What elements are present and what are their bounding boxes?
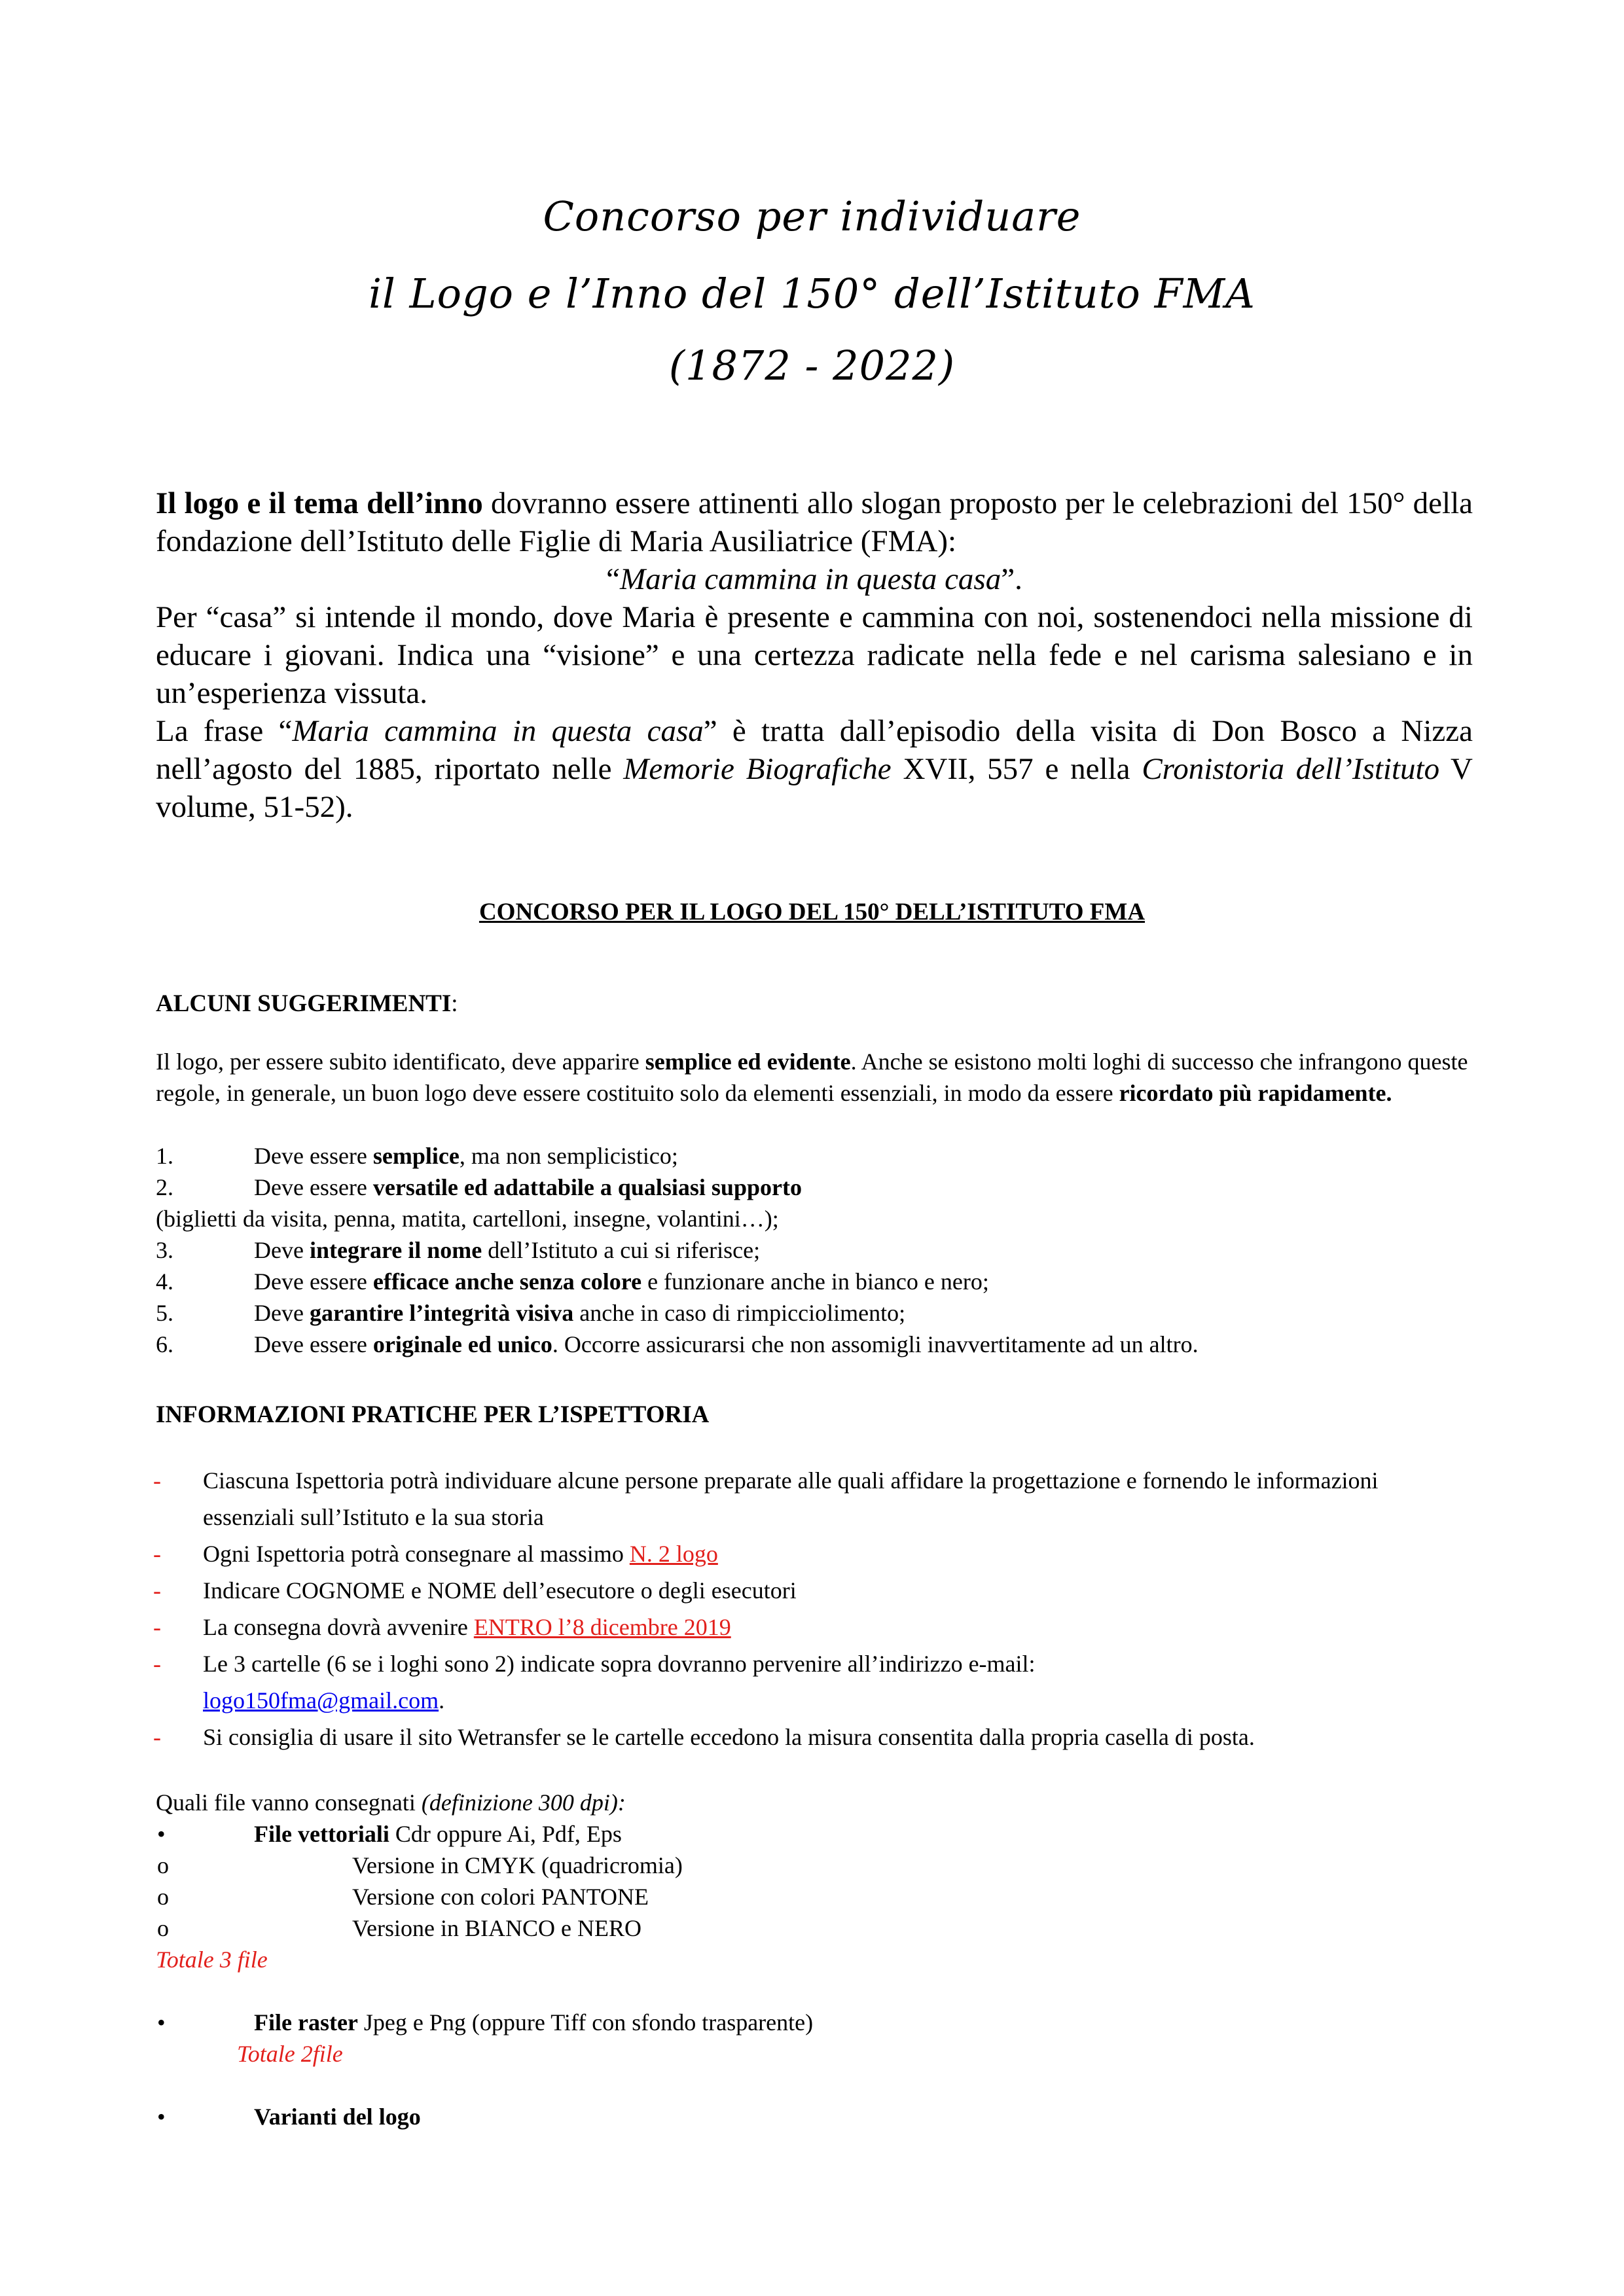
list-number: 4. [156,1268,173,1295]
circle-bullet: o [157,1915,169,1941]
list-number: 1. [156,1143,173,1169]
total-vector-files: Totale 3 file [156,1946,268,1973]
p3-cronistoria: Cronistoria dell’Istituto [1142,752,1440,786]
list-text-a: Deve essere [254,1174,373,1200]
practical-item-1 [153,1462,1473,1535]
bullet-dot: • [157,1821,166,1847]
list-text-bold: efficace anche senza colore [372,1268,642,1295]
section-title: CONCORSO PER IL LOGO DEL 150° DELL’ISTITUTO FMA [478,899,1146,925]
email-period: . [439,1687,445,1713]
vector-files [254,1818,622,1850]
p3-memorie: Memorie Biografiche [623,752,892,786]
practical-heading: INFORMAZIONI PRATICHE PER L’ISPETTORIA [156,1401,710,1428]
files-intro-text: Quali file vanno consegnati [156,1789,422,1816]
suggestions-heading-colon: : [451,990,458,1017]
vector-files-label: File vettoriali [254,1821,389,1847]
list-item-2-note: (biglietti da visita, penna, matita, cartelloni, insegne, volantini…); [156,1206,779,1232]
practical-item-5-text: Le 3 cartelle (6 se i loghi sono 2) indicate sopra dovranno pervenire all’indirizzo e-mail: [203,1651,1036,1677]
practical-item-5 [153,1645,1473,1719]
bullet-dot: • [157,2104,166,2130]
practical-item-4-text: La consegna dovrà avvenire [203,1614,474,1640]
practical-item-3 [153,1572,1473,1609]
list-text-c: . Occorre assicurarsi che non assomigli inavvertitamente ad un altro. [552,1331,1199,1357]
list-text-c: , ma non semplicistico; [459,1143,678,1169]
list-text-c: e funzionare anche in bianco e nero; [641,1268,989,1295]
intro-paragraph-3 [156,712,1473,826]
title-line-3: (1872 - 2022) [668,342,956,389]
dash-bullet: - [153,1614,161,1640]
p3-slogan: Maria cammina in questa casa [292,714,704,748]
list-text-a: Deve essere [254,1143,373,1169]
suggestions-heading [156,990,458,1018]
raster-files-label: File raster [254,2009,358,2036]
para-bold-1: semplice ed evidente [645,1049,851,1075]
logo-variants-label: Varianti del logo [254,2104,421,2130]
list-text-a: Deve essere [254,1268,373,1295]
email-link[interactable]: logo150fma@gmail.com [203,1687,439,1713]
intro-paragraph-1 [156,484,1473,560]
list-text-bold: semplice [372,1143,460,1169]
list-text-a: Deve [254,1300,310,1326]
dash-bullet: - [153,1467,161,1494]
practical-item-4 [153,1609,1473,1645]
p3-b: ” è tratta dall’episodio della visita di Don Bosco a Nizza nell’agosto del 1885, riportato nelle [156,714,1473,786]
raster-files [254,2007,813,2038]
list-text-c: dell’Istituto a cui si riferisce; [482,1237,761,1263]
logo-variants [254,2101,421,2132]
list-text-c: anche in caso di rimpicciolimento; [573,1300,906,1326]
deadline: ENTRO l’8 dicembre 2019 [473,1614,731,1640]
p3-a: La frase “ [156,714,293,748]
practical-item-3-text: Indicare COGNOME e NOME dell’esecutore o degli esecutori [203,1577,797,1604]
files-intro [156,1787,626,1818]
slogan-close-quote: ”. [1001,562,1022,596]
practical-item-2 [153,1535,1473,1572]
p3-d: V volume, 51-52). [156,752,1473,824]
list-number: 6. [156,1331,173,1357]
slogan-open-quote: “ [606,562,620,596]
dash-bullet: - [153,1541,161,1567]
dash-bullet: - [153,1724,161,1750]
practical-item-1-text: Ciascuna Ispettoria potrà individuare alcune persone preparate alle quali affidare la progettazione e fornendo le informazioni essenziali sull’Istituto e la sua storia [203,1467,1379,1530]
intro-paragraph-2: Per “casa” si intende il mondo, dove Maria è presente e cammina con noi, sostenendoci nella missione di educare i giovani. Indica una “visione” e una certezza radicate nella fede e nel carisma salesiano e in un’esperienza vissuta. [156,600,1473,710]
para-bold-2: ricordato più rapidamente. [1119,1080,1392,1106]
list-number: 2. [156,1174,173,1200]
list-text-bold: garantire l’integrità visiva [309,1300,574,1326]
suggestions-paragraph [156,1046,1473,1109]
circle-bullet: o [157,1852,169,1878]
intro-p1-rest: dovranno essere attinenti allo slogan proposto per le celebrazioni del 150° della fondazione dell’Istituto delle Figlie di Maria Ausiliatrice (FMA): [156,486,1473,558]
list-text-bold: versatile ed adattabile a qualsiasi supporto [372,1174,802,1200]
suggestions-heading-text: ALCUNI SUGGERIMENTI [156,990,452,1017]
practical-item-6 [153,1719,1473,1755]
total-raster-files: Totale 2file [237,2041,343,2067]
vector-version-bw: Versione in BIANCO e NERO [352,1915,641,1941]
list-text-bold: integrare il nome [309,1237,482,1263]
vector-version-cmyk: Versione in CMYK (quadricromia) [352,1852,683,1878]
para-a: Il logo, per essere subito identificato, deve apparire [156,1049,645,1075]
vector-files-formats: Cdr oppure Ai, Pdf, Eps [389,1821,622,1847]
raster-files-formats: Jpeg e Png (oppure Tiff con sfondo trasparente) [357,2009,814,2036]
slogan-text: Maria cammina in questa casa [620,562,1001,596]
practical-item-6-text: Si consiglia di usare il sito Wetransfer se le cartelle eccedono la misura consentita dalla propria casella di posta. [203,1724,1255,1750]
list-number: 3. [156,1237,173,1263]
circle-bullet: o [157,1884,169,1910]
title-line-1: Concorso per individuare [543,192,1081,240]
list-number: 5. [156,1300,173,1326]
dash-bullet: - [153,1651,161,1677]
intro-text [156,484,1473,826]
list-text-bold: originale ed unico [372,1331,552,1357]
slogan [156,560,1473,598]
max-logo-count: N. 2 logo [629,1541,718,1567]
files-resolution: (definizione 300 dpi): [421,1789,626,1816]
dash-bullet: - [153,1577,161,1604]
list-text-a: Deve [254,1237,310,1263]
intro-bold-lead: Il logo e il tema dell’inno [156,486,483,520]
para-b: . Anche se esistono molti loghi di successo che infrangono queste regole, in generale, un buon logo deve essere costituito solo da elementi essenziali, in modo da essere [156,1049,1468,1106]
p3-c: XVII, 557 e nella [891,752,1142,786]
vector-version-pantone: Versione con colori PANTONE [352,1884,649,1910]
list-text-a: Deve essere [254,1331,373,1357]
title-line-2: il Logo e l’Inno del 150° dell’Istituto FMA [369,270,1255,317]
practical-item-2-text: Ogni Ispettoria potrà consegnare al massimo [203,1541,630,1567]
bullet-dot: • [157,2009,166,2036]
